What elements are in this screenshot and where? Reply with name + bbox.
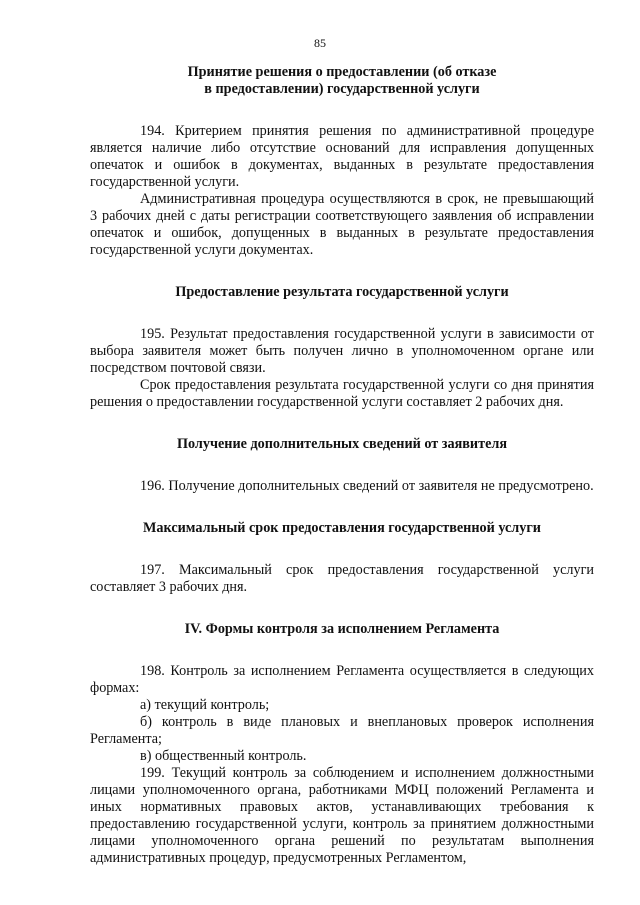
section-heading: IV. Формы контроля за исполнением Регламента bbox=[184, 621, 500, 637]
list-item: в) общественный контроль. bbox=[140, 748, 307, 764]
section-heading: Предоставление результата государственной услуги bbox=[175, 284, 509, 300]
paragraph-196: 196. Получение дополнительных сведений от заявителя не предусмотрено. bbox=[140, 478, 594, 494]
page-number: 85 bbox=[314, 36, 326, 50]
list-item: б) контроль в виде плановых и внеплановых проверок исполнения Регламента; bbox=[90, 714, 594, 747]
page-content bbox=[90, 64, 594, 867]
heading-line: Принятие решения о предоставлении (об отказе bbox=[187, 64, 497, 80]
paragraph-197: 197. Максимальный срок предоставления государственной услуги составляет 3 рабочих дня. bbox=[90, 562, 594, 595]
paragraph-195: 195. Результат предоставления государственной услуги в зависимости от выбора заявителя может быть получен лично в уполномоченном органе или посредством почтовой связи. bbox=[90, 326, 594, 376]
heading-line: в предоставлении) государственной услуги bbox=[204, 81, 480, 97]
section-heading: Получение дополнительных сведений от заявителя bbox=[176, 436, 507, 452]
paragraph-194: 194. Критерием принятия решения по административной процедуре является наличие либо отсутствие оснований для исправления допущенных опечаток и ошибок в документах, выданных в результате предоставления государственной услуги. bbox=[90, 123, 594, 190]
paragraph-199: 199. Текущий контроль за соблюдением и исполнением должностными лицами уполномоченного органа, работниками МФЦ положений Регламента и иных нормативных правовых актов, устанавливающих требования к предоставлению государственной услуги, контроль за принятием должностными лицами уполномоченного органа решений по результатам выполнения административных процедур, предусмотренных Регламентом, bbox=[90, 765, 594, 866]
list-item: а) текущий контроль; bbox=[140, 697, 270, 713]
section-heading bbox=[90, 64, 594, 98]
section-heading: Максимальный срок предоставления государственной услуги bbox=[143, 520, 541, 536]
paragraph-198: 198. Контроль за исполнением Регламента осуществляется в следующих формах: bbox=[90, 663, 594, 696]
paragraph: Административная процедура осуществляются в срок, не превышающий 3 рабочих дней с даты регистрации соответствующего заявления об исправлении опечаток и ошибок, допущенных в выданных в результате предоставления государственной услуги документах. bbox=[90, 191, 594, 258]
paragraph: Срок предоставления результата государственной услуги со дня принятия решения о предоставлении государственной услуги составляет 2 рабочих дня. bbox=[90, 377, 594, 410]
